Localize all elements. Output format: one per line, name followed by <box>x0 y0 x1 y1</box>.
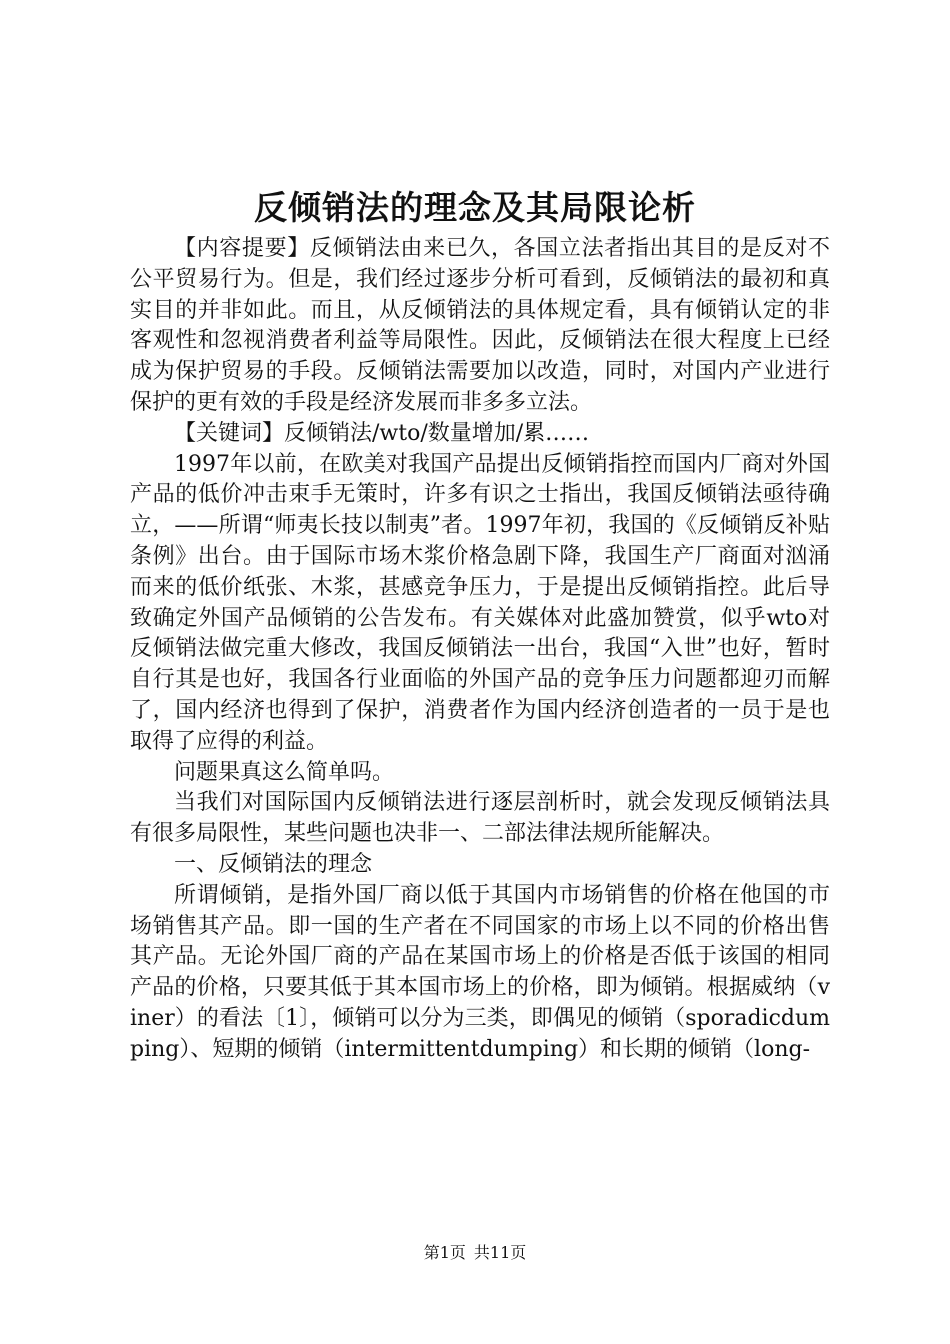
body-paragraph: 当我们对国际国内反倾销法进行逐层剖析时，就会发现反倾销法具有很多局限性，某些问题也决非一、二部法律法规所能解决。 <box>130 790 830 847</box>
page-total: 共11页 <box>473 1243 527 1262</box>
body-paragraph: 所谓倾销，是指外国厂商以低于其国内市场销售的价格在他国的市场销售其产品。即一国的生产者在不同国家的市场上以不同的价格出售其产品。无论外国厂商的产品在某国市场上的价格是否低于该国的相同产品的价格，只要其低于其本国市场上的价格，即为倾销。根据威纳（viner）的看法〔1〕，倾销可以分为三类，即偶见的倾销（sporadicdumping）、短期的倾销（intermittentdumping）和长期的倾销（long- <box>130 882 830 1062</box>
section-heading: 一、反倾销法的理念 <box>174 851 373 877</box>
keywords-paragraph: 【关键词】反倾销法/wto/数量增加/累…… <box>174 420 590 446</box>
document-title: 反倾销法的理念及其局限论析 <box>254 188 696 227</box>
body-paragraph: 问题果真这么简单吗。 <box>174 759 395 785</box>
page-footer <box>0 1241 950 1265</box>
body-paragraph: 1997年以前，在欧美对我国产品提出反倾销指控而国内厂商对外国产品的低价冲击束手无策时，许多有识之士指出，我国反倾销法亟待确立，——所谓“师夷长技以制夷”者。1997年初，我国的《反倾销反补贴条例》出台。由于国际市场木浆价格急剧下降，我国生产厂商面对汹涌而来的低价纸张、木浆，甚感竞争压力，于是提出反倾销指控。此后导致确定外国产品倾销的公告发布。有关媒体对此盛加赞赏，似乎wto对反倾销法做完重大修改，我国反倾销法一出台，我国“入世”也好，暂时自行其是也好，我国各行业面临的外国产品的竞争压力问题都迎刃而解了，国内经济也得到了保护，消费者作为国内经济创造者的一员于是也取得了应得的利益。 <box>130 451 830 754</box>
abstract-paragraph: 【内容提要】反倾销法由来已久，各国立法者指出其目的是反对不公平贸易行为。但是，我们经过逐步分析可看到，反倾销法的最初和真实目的并非如此。而且，从反倾销法的具体规定看，具有倾销认定的非客观性和忽视消费者利益等局限性。因此，反倾销法在很大程度上已经成为保护贸易的手段。反倾销法需要加以改造，同时，对国内产业进行保护的更有效的手段是经济发展而非多多立法。 <box>130 236 830 415</box>
document-body <box>130 234 830 1066</box>
page-number: 第1页 <box>423 1243 466 1262</box>
